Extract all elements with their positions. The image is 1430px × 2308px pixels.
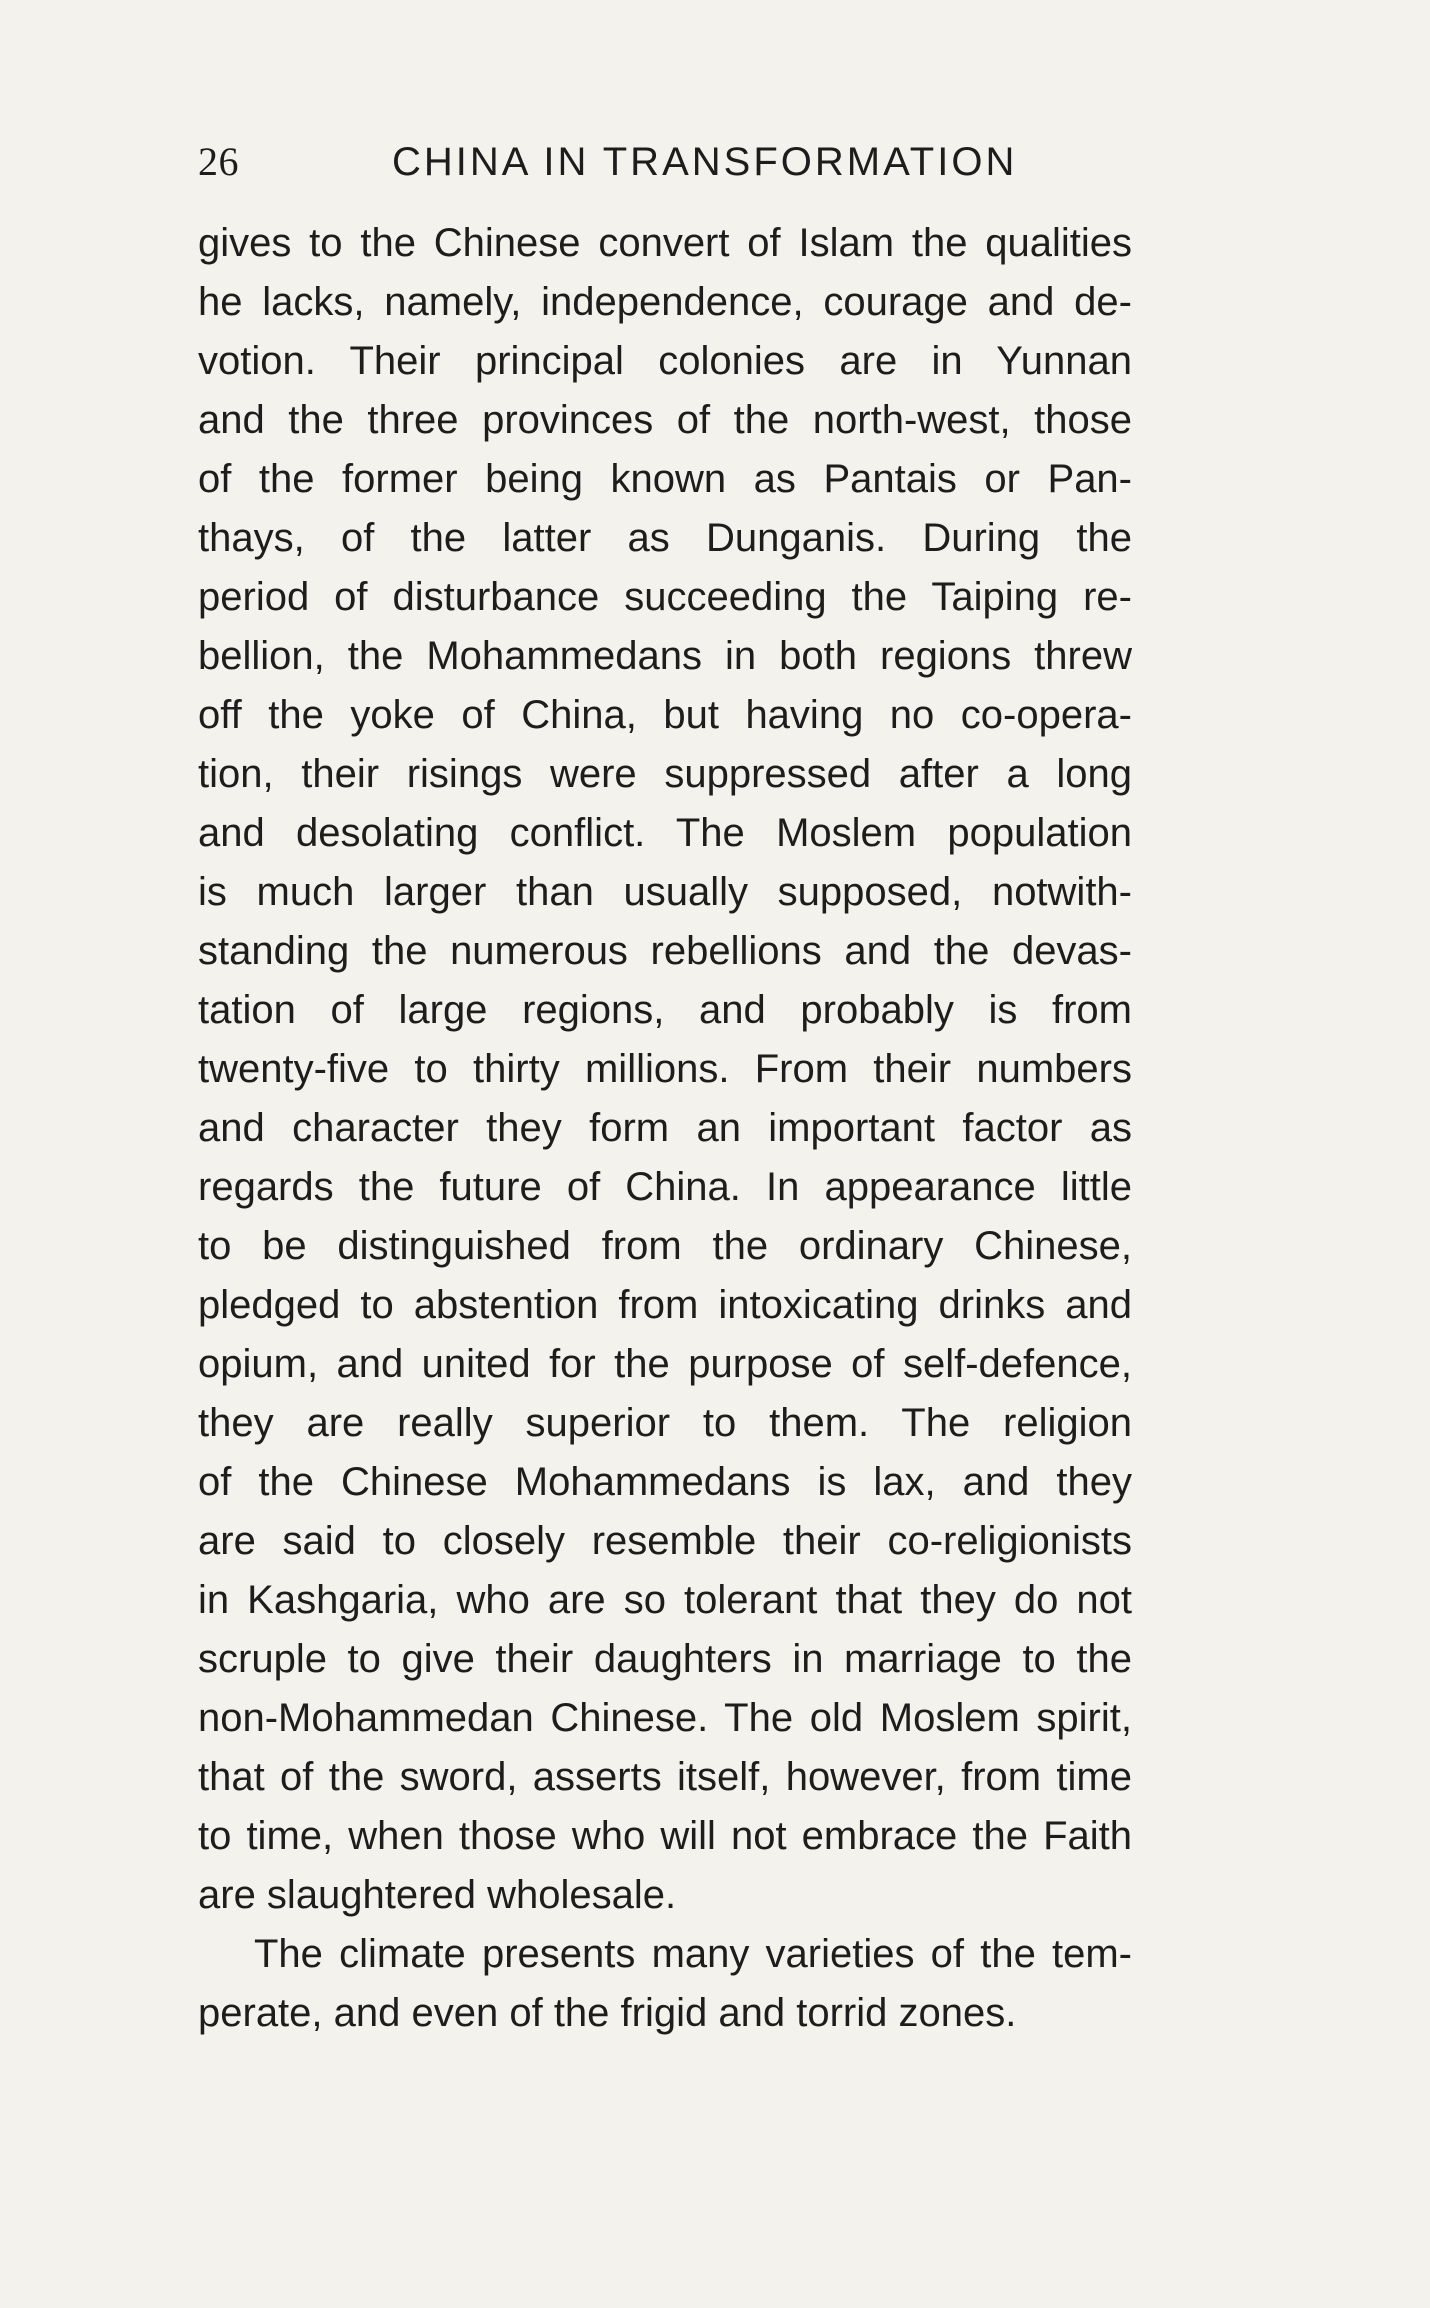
text-line: tation of large regions, and probably is from xyxy=(198,988,1132,1032)
text-line: are said to closely resemble their co-religionists xyxy=(198,1519,1132,1563)
text-line: to be distinguished from the ordinary Chinese, xyxy=(198,1224,1132,1268)
text-line: that of the sword, asserts itself, however, from time xyxy=(198,1755,1132,1799)
text-line: bellion, the Mohammedans in both regions threw xyxy=(198,634,1132,678)
text-line: to time, when those who will not embrace the Faith xyxy=(198,1814,1132,1858)
text-line: gives to the Chinese convert of Islam the qualities xyxy=(198,221,1132,265)
text-line: votion. Their principal colonies are in Yunnan xyxy=(198,339,1132,383)
text-line: in Kashgaria, who are so tolerant that they do not xyxy=(198,1578,1132,1622)
page-header xyxy=(198,138,1132,190)
text-line: of the former being known as Pantais or Pan- xyxy=(198,457,1132,501)
text-line: scruple to give their daughters in marriage to the xyxy=(198,1637,1132,1681)
text-line: twenty-five to thirty millions. From their numbers xyxy=(198,1047,1132,1091)
text-line: period of disturbance succeeding the Taiping re- xyxy=(198,575,1132,619)
text-line: perate, and even of the frigid and torrid zones. xyxy=(198,1991,1017,2035)
running-head: CHINA IN TRANSFORMATION xyxy=(392,140,1018,184)
text-line: pledged to abstention from intoxicating drinks and xyxy=(198,1283,1132,1327)
paragraph xyxy=(198,214,1132,1925)
body-text xyxy=(198,214,1132,2043)
text-line: is much larger than usually supposed, notwith- xyxy=(198,870,1132,914)
text-line: thays, of the latter as Dunganis. During the xyxy=(198,516,1132,560)
text-line: he lacks, namely, independence, courage and de- xyxy=(198,280,1132,324)
text-line: and the three provinces of the north-west, those xyxy=(198,398,1132,442)
text-line: they are really superior to them. The religion xyxy=(198,1401,1132,1445)
text-line: and character they form an important factor as xyxy=(198,1106,1132,1150)
page-number: 26 xyxy=(198,139,239,184)
text-line: regards the future of China. In appearance little xyxy=(198,1165,1132,1209)
text-line: and desolating conflict. The Moslem population xyxy=(198,811,1132,855)
text-line: are slaughtered wholesale. xyxy=(198,1873,677,1917)
text-line: The climate presents many varieties of the tem- xyxy=(254,1932,1132,1976)
text-line: opium, and united for the purpose of self-defence, xyxy=(198,1342,1132,1386)
text-line: off the yoke of China, but having no co-opera- xyxy=(198,693,1132,737)
text-line: non-Mohammedan Chinese. The old Moslem spirit, xyxy=(198,1696,1132,1740)
text-line: of the Chinese Mohammedans is lax, and they xyxy=(198,1460,1132,1504)
text-line: tion, their risings were suppressed after a long xyxy=(198,752,1132,796)
text-line: standing the numerous rebellions and the devas- xyxy=(198,929,1132,973)
paragraph xyxy=(198,1925,1132,2043)
